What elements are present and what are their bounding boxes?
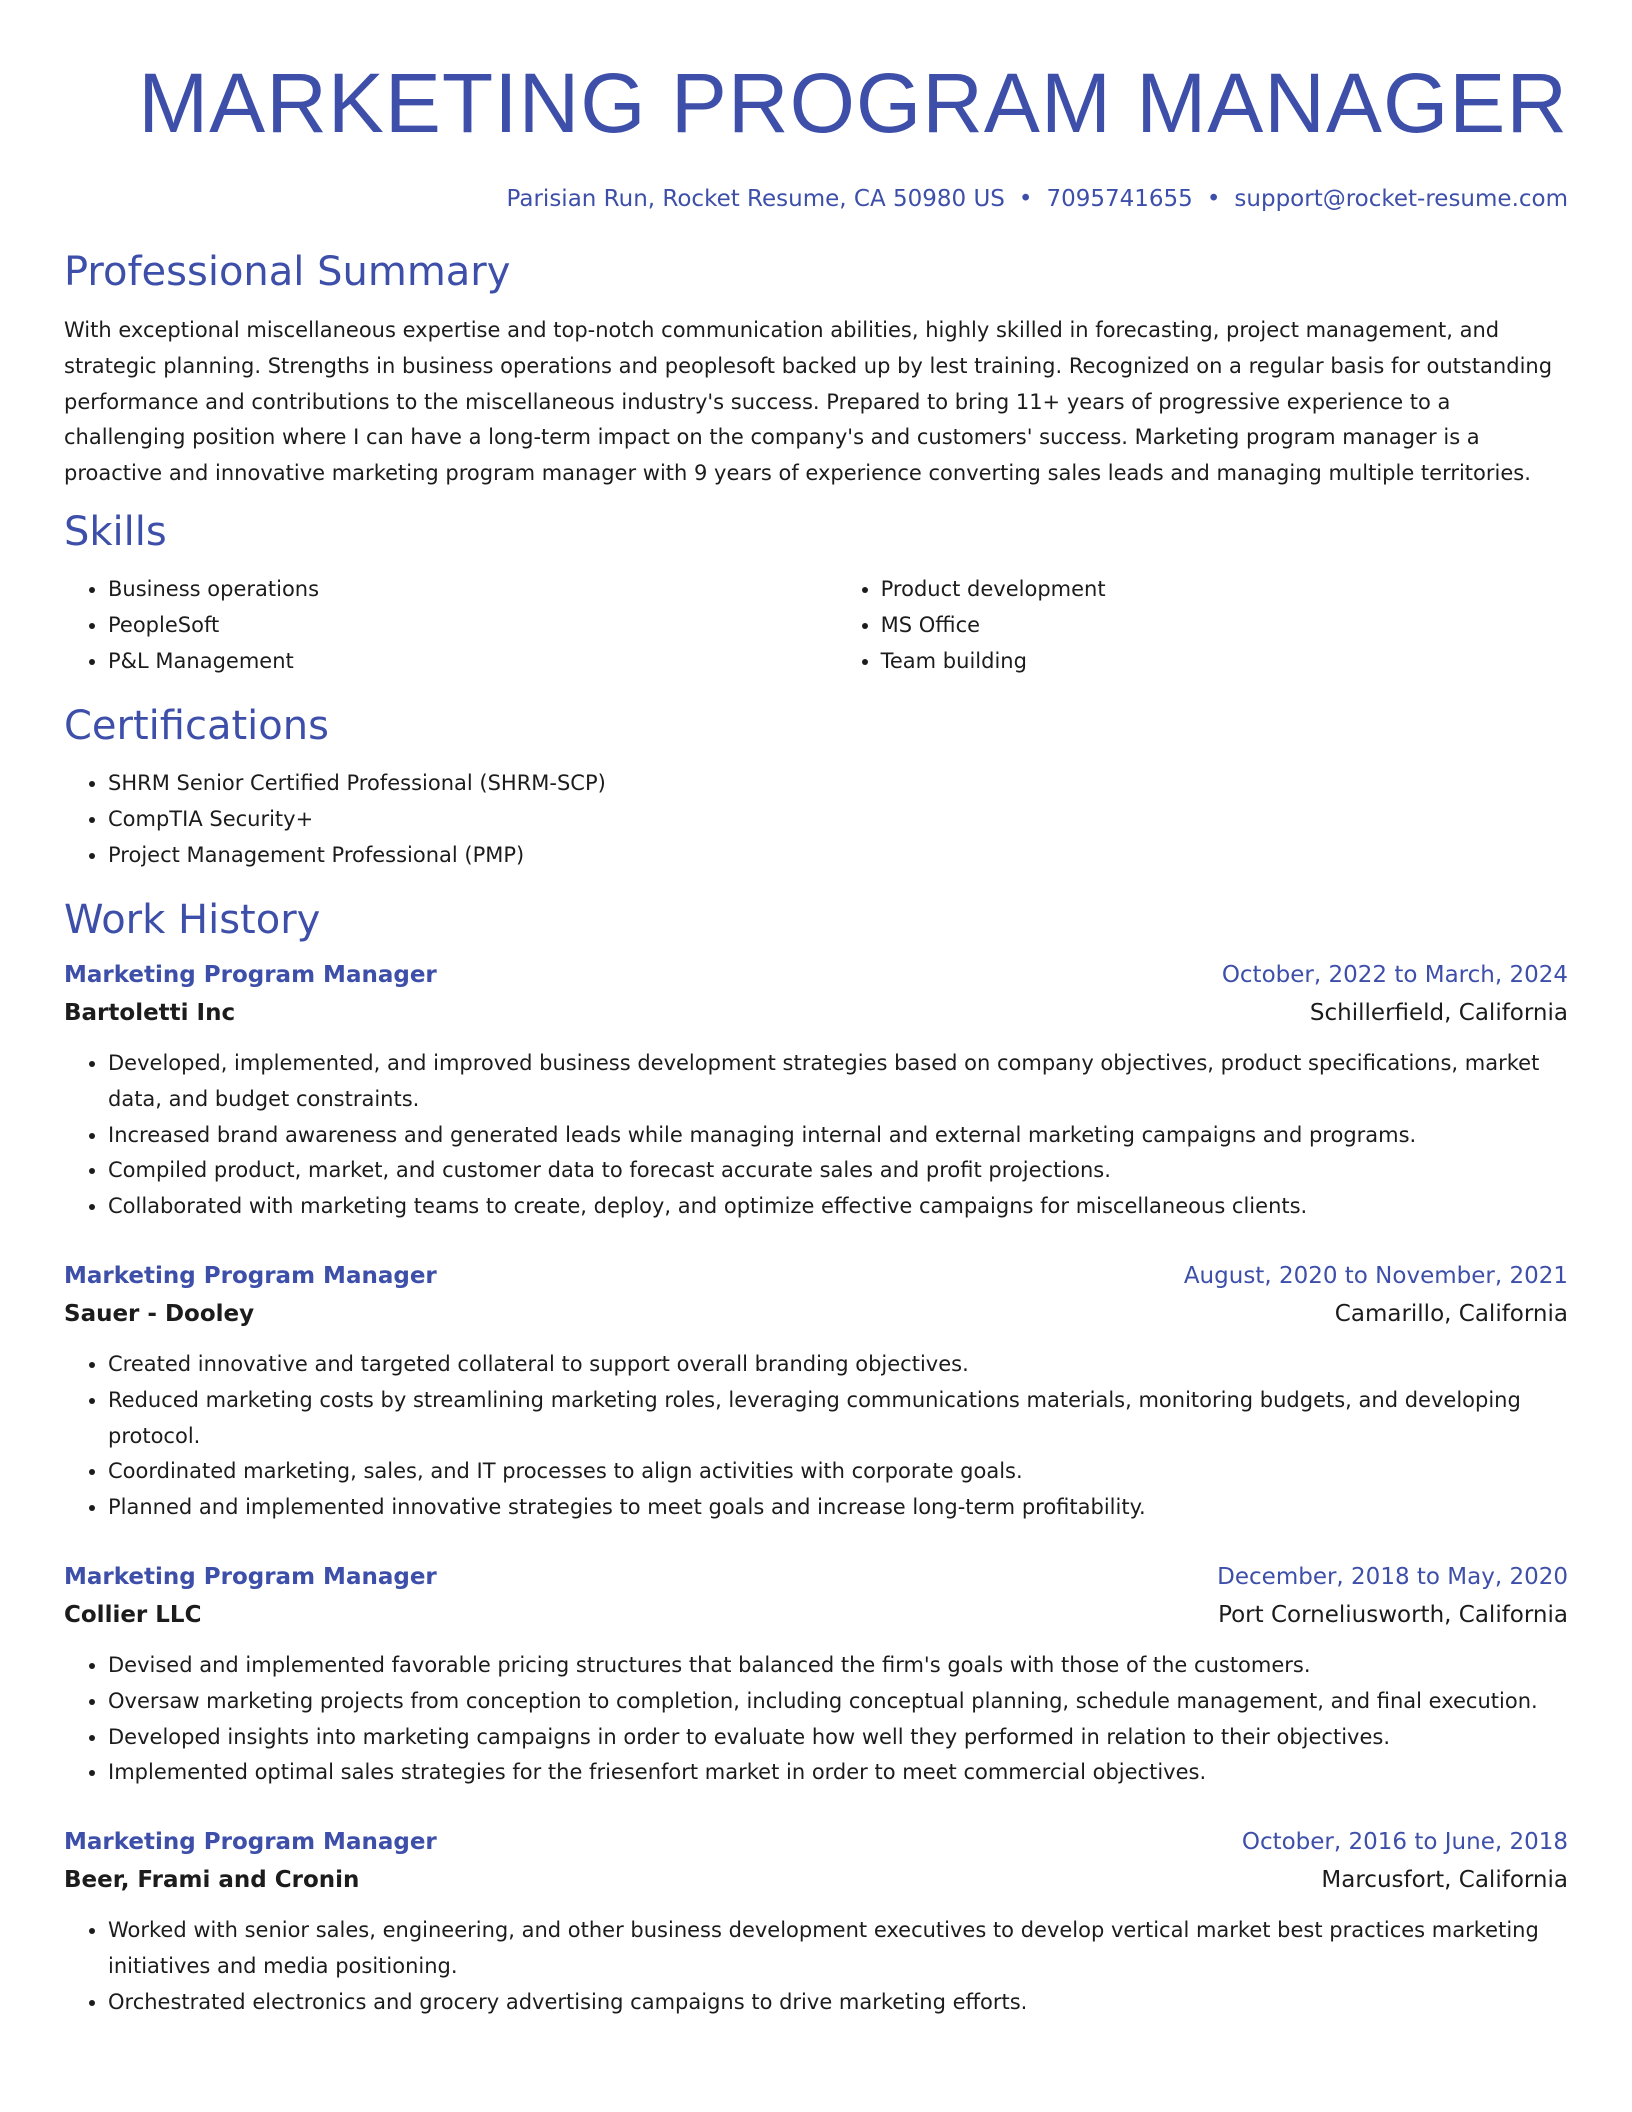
skill-item: • P&L Management [108, 643, 837, 679]
job-title: Marketing Program Manager [64, 1262, 437, 1289]
skills-left-list [64, 571, 837, 679]
job-header [64, 1823, 1568, 1861]
job-bullet: • Coordinated marketing, sales, and IT processes to align activities with corporate goals. [108, 1454, 1568, 1490]
job-bullet-list [64, 1046, 1568, 1225]
job-location: Schillerfield, California [1309, 999, 1568, 1026]
job-bullet: • Devised and implemented favorable pricing structures that balanced the firm's goals with those of the customers. [108, 1648, 1568, 1684]
skills-grid [64, 571, 1568, 679]
job-bullet: • Developed insights into marketing campaigns in order to evaluate how well they performed in relation to their objectives. [108, 1720, 1568, 1756]
job-subheader [64, 1861, 1568, 1899]
certification-item: • SHRM Senior Certified Professional (SHRM-SCP) [108, 765, 1568, 801]
job-subheader [64, 1596, 1568, 1634]
job-entry [64, 1823, 1568, 2020]
contact-address: Parisian Run, Rocket Resume, CA 50980 US [506, 186, 1005, 212]
skill-item: • PeopleSoft [108, 607, 837, 643]
job-company: Sauer - Dooley [64, 1300, 255, 1327]
certification-item: • CompTIA Security+ [108, 801, 1568, 837]
job-bullet: • Developed, implemented, and improved business development strategies based on company objectives, product specifications, market data, and budget constraints. [108, 1046, 1568, 1118]
job-dates: October, 2016 to June, 2018 [1241, 1829, 1568, 1856]
job-bullet: • Increased brand awareness and generated leads while managing internal and external marketing campaigns and programs. [108, 1118, 1568, 1154]
job-bullet: • Created innovative and targeted collateral to support overall branding objectives. [108, 1347, 1568, 1383]
work-history-heading: Work History [64, 896, 321, 943]
skill-item: • MS Office [881, 607, 1568, 643]
job-subheader [64, 1295, 1568, 1333]
job-subheader [64, 994, 1568, 1032]
job-location: Marcusfort, California [1321, 1867, 1568, 1894]
job-header [64, 956, 1568, 994]
job-company: Bartoletti Inc [64, 999, 236, 1026]
job-bullet: • Compiled product, market, and customer data to forecast accurate sales and profit projections. [108, 1153, 1568, 1189]
job-bullet: • Oversaw marketing projects from conception to completion, including conceptual planning, schedule management, and final execution. [108, 1684, 1568, 1720]
job-company: Beer, Frami and Cronin [64, 1867, 360, 1894]
contact-line [64, 184, 1568, 214]
certification-item: • Project Management Professional (PMP) [108, 837, 1568, 873]
summary-heading: Professional Summary [64, 249, 511, 295]
job-entry [64, 1558, 1568, 1791]
skill-item: • Team building [881, 643, 1568, 679]
job-header [64, 1558, 1568, 1596]
certifications-list [64, 765, 1568, 873]
contact-email: support@rocket-resume.com [1234, 186, 1568, 212]
job-bullet: • Collaborated with marketing teams to create, deploy, and optimize effective campaigns for miscellaneous clients. [108, 1189, 1568, 1225]
skills-heading: Skills [64, 508, 167, 555]
job-bullet: • Reduced marketing costs by streamlining marketing roles, leveraging communications materials, monitoring budgets, and developing protocol. [108, 1383, 1568, 1455]
job-dates: August, 2020 to November, 2021 [1183, 1262, 1568, 1289]
summary-text: With exceptional miscellaneous expertise and top-notch communication abilities, highly skilled in forecasting, project management, and strategic planning. Strengths in business operations and peoplesoft backed up by lest training. Recognized on a regular basis for outstanding performance and contributions to the miscellaneous industry's success. Prepared to bring 11+ years of progressive experience to a challenging position where I can have a long-term impact on the company's and customers' success. Marketing program manager is a proactive and innovative marketing program manager with 9 years of experience converting sales leads and managing multiple territories. [64, 318, 1553, 486]
job-bullet-list [64, 1913, 1568, 2020]
job-title: Marketing Program Manager [64, 1829, 437, 1856]
job-title: Marketing Program Manager [64, 961, 437, 988]
job-bullet-list [64, 1648, 1568, 1791]
candidate-name: MARKETING PROGRAM MANAGER [138, 56, 1568, 150]
job-bullet: • Implemented optimal sales strategies for the friesenfort market in order to meet commercial objectives. [108, 1755, 1568, 1791]
job-company: Collier LLC [64, 1601, 202, 1628]
job-dates: October, 2022 to March, 2024 [1221, 961, 1568, 988]
certifications-heading: Certifications [64, 702, 329, 749]
contact-separator: • [1206, 186, 1221, 212]
job-location: Port Corneliusworth, California [1218, 1601, 1568, 1628]
job-entry [64, 956, 1568, 1225]
job-bullet: • Planned and implemented innovative strategies to meet goals and increase long-term profitability. [108, 1490, 1568, 1526]
job-header [64, 1257, 1568, 1295]
skill-item: • Business operations [108, 571, 837, 607]
job-bullet: • Worked with senior sales, engineering, and other business development executives to develop vertical market best practices marketing initiatives and media positioning. [108, 1913, 1568, 1985]
job-dates: December, 2018 to May, 2020 [1217, 1563, 1568, 1590]
job-entry [64, 1257, 1568, 1526]
contact-separator: • [1018, 186, 1033, 212]
job-title: Marketing Program Manager [64, 1563, 437, 1590]
job-bullet: • Orchestrated electronics and grocery advertising campaigns to drive marketing efforts. [108, 1985, 1568, 2021]
job-location: Camarillo, California [1334, 1300, 1568, 1327]
job-bullet-list [64, 1347, 1568, 1526]
skill-item: • Product development [881, 571, 1568, 607]
contact-phone: 7095741655 [1046, 186, 1193, 212]
skills-right-list [837, 571, 1568, 679]
